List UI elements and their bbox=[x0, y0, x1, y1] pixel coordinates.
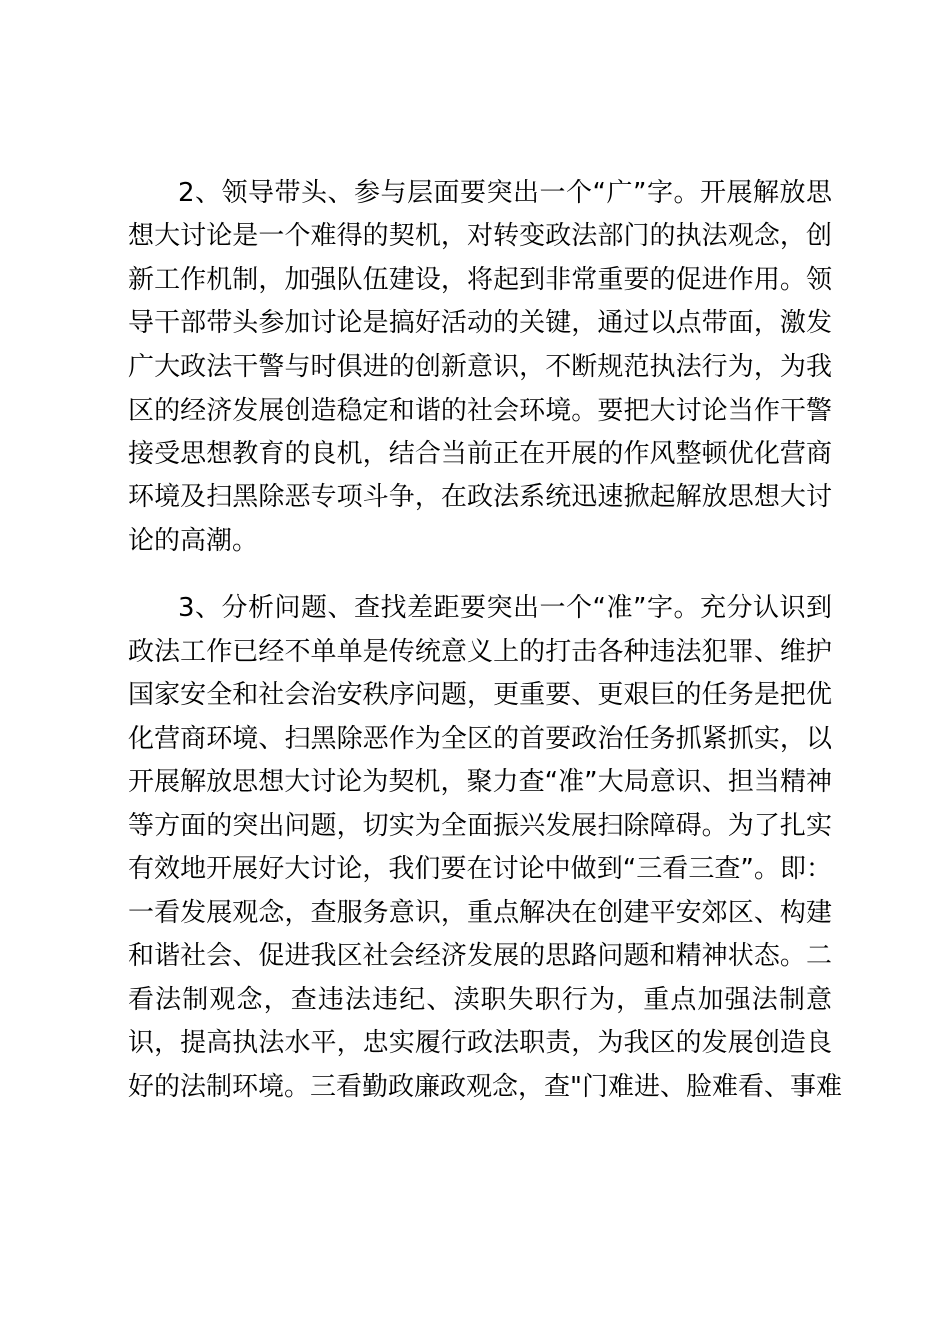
text-line: 开展解放思想大讨论为契机，聚力查“准”大局意识、担当精神 bbox=[128, 767, 832, 797]
text-line: 2、领导带头、参与层面要突出一个“广”字。开展解放思 bbox=[178, 178, 832, 208]
text-line: 一看发展观念，查服务意识，重点解决在创建平安郊区、构建 bbox=[128, 898, 832, 928]
text-line: 环境及扫黑除恶专项斗争，在政法系统迅速掀起解放思想大讨 bbox=[128, 482, 832, 512]
text-line: 想大讨论是一个难得的契机，对转变政法部门的执法观念，创 bbox=[128, 221, 832, 251]
text-line: 好的法制环境。三看勤政廉政观念，查"门难进、脸难看、事难 bbox=[128, 1072, 842, 1102]
text-line: 有效地开展好大讨论，我们要在讨论中做到“三看三查”。即： bbox=[128, 854, 832, 884]
text-line: 论的高潮。 bbox=[128, 526, 259, 556]
text-line: 和谐社会、促进我区社会经济发展的思路问题和精神状态。二 bbox=[128, 941, 832, 971]
text-line: 广大政法干警与时俱进的创新意识，不断规范执法行为，为我 bbox=[128, 352, 832, 382]
text-line: 等方面的突出问题，切实为全面振兴发展扫除障碍。为了扎实 bbox=[128, 811, 832, 841]
text-line: 识，提高执法水平，忠实履行政法职责，为我区的发展创造良 bbox=[128, 1028, 832, 1058]
text-line: 看法制观念，查违法违纪、渎职失职行为，重点加强法制意 bbox=[128, 985, 832, 1015]
text-line: 新工作机制，加强队伍建设，将起到非常重要的促进作用。领 bbox=[128, 265, 832, 295]
text-line: 区的经济发展创造稳定和谐的社会环境。要把大讨论当作干警 bbox=[128, 396, 832, 426]
text-line: 政法工作已经不单单是传统意义上的打击各种违法犯罪、维护 bbox=[128, 637, 832, 667]
text-line: 导干部带头参加讨论是搞好活动的关键，通过以点带面，激发 bbox=[128, 308, 832, 338]
text-line: 国家安全和社会治安秩序问题，更重要、更艰巨的任务是把优 bbox=[128, 680, 832, 710]
text-line: 3、分析问题、查找差距要突出一个“准”字。充分认识到 bbox=[178, 593, 832, 623]
text-line: 化营商环境、扫黑除恶作为全区的首要政治任务抓紧抓实，以 bbox=[128, 724, 832, 754]
text-line: 接受思想教育的良机，结合当前正在开展的作风整顿优化营商 bbox=[128, 439, 832, 469]
